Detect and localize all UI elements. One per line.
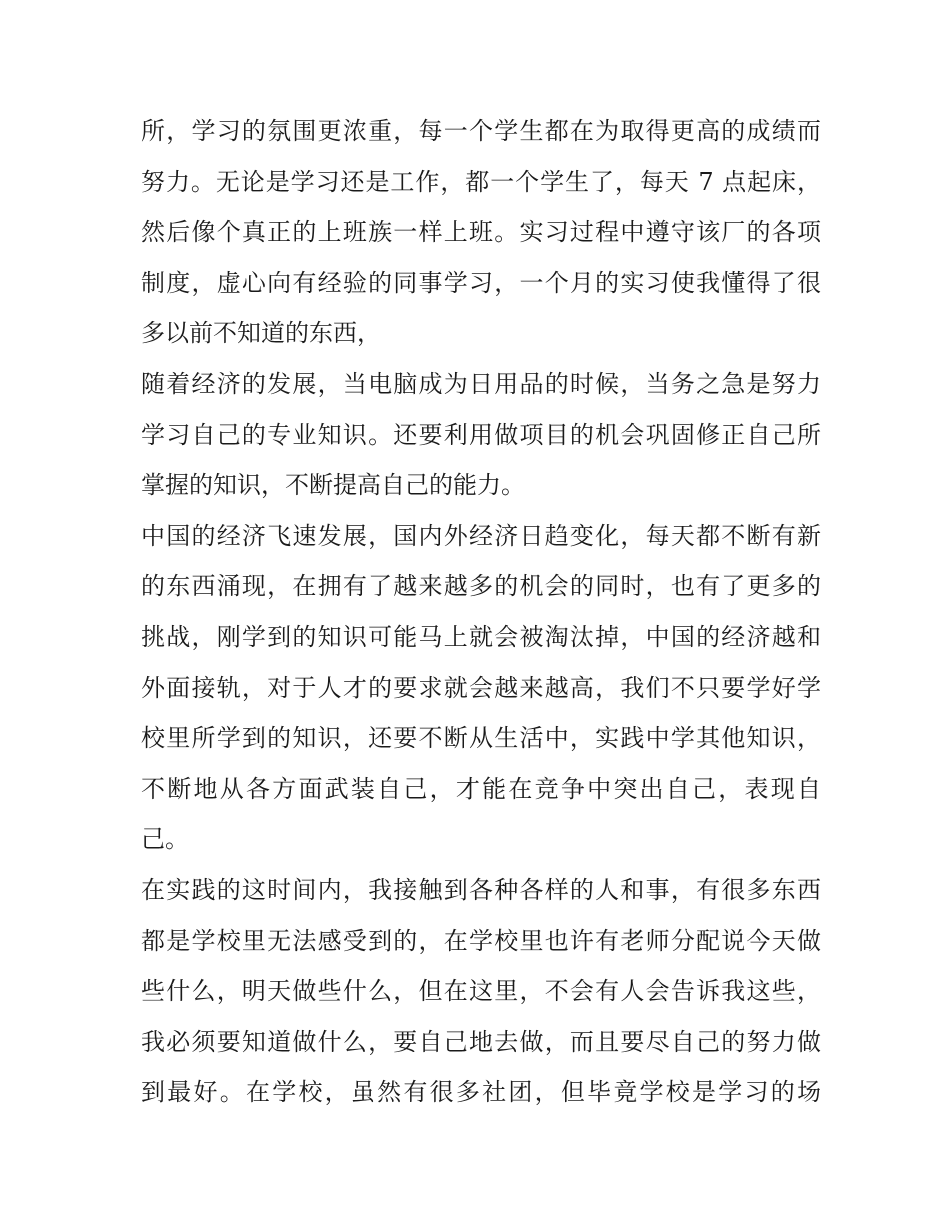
document-body <box>141 106 821 1118</box>
paragraph-1-line-3: 然后像个真正的上班族一样上班。实习过程中遵守该厂的各项 <box>141 218 821 247</box>
paragraph-4-line-4: 我必须要知道做什么，要自己地去做，而且要尽自己的努力做 <box>141 1027 821 1056</box>
paragraph-2-line-1: 随着经济的发展，当电脑成为日用品的时候，当务之急是努力 <box>141 369 821 398</box>
paragraph-2-line-3: 掌握的知识，不断提高自己的能力。 <box>141 471 525 500</box>
paragraph-3-line-1: 中国的经济飞速发展，国内外经济日趋变化，每天都不断有新 <box>141 521 821 550</box>
paragraph-3-line-5: 校里所学到的知识，还要不断从生活中，实践中学其他知识， <box>141 724 821 753</box>
paragraph-3-line-7: 己。 <box>141 825 189 854</box>
paragraph-4-line-5: 到最好。在学校，虽然有很多社团，但毕竟学校是学习的场 <box>141 1078 821 1107</box>
paragraph-4-line-3: 些什么，明天做些什么，但在这里，不会有人会告诉我这些， <box>141 977 821 1006</box>
paragraph-1-line-5: 多以前不知道的东西， <box>141 319 381 348</box>
paragraph-4-line-1: 在实践的这时间内，我接触到各种各样的人和事，有很多东西 <box>141 875 821 904</box>
paragraph-1-line-4: 制度，虚心向有经验的同事学习，一个月的实习使我懂得了很 <box>141 268 821 297</box>
paragraph-1-line-1: 所，学习的氛围更浓重，每一个学生都在为取得更高的成绩而 <box>141 117 821 145</box>
paragraph-2-line-2: 学习自己的专业知识。还要利用做项目的机会巩固修正自己所 <box>141 420 821 449</box>
paragraph-4-line-2: 都是学校里无法感受到的，在学校里也许有老师分配说今天做 <box>141 926 821 955</box>
paragraph-3-line-2: 的东西涌现，在拥有了越来越多的机会的同时，也有了更多的 <box>141 572 821 601</box>
paragraph-3-line-6: 不断地从各方面武装自己，才能在竞争中突出自己，表现自 <box>141 774 821 803</box>
paragraph-3-line-3: 挑战，刚学到的知识可能马上就会被淘汰掉，中国的经济越和 <box>141 622 821 651</box>
paragraph-1-line-2: 努力。无论是学习还是工作，都一个学生了，每天 7 点起床， <box>141 167 821 196</box>
paragraph-3-line-4: 外面接轨，对于人才的要求就会越来越高，我们不只要学好学 <box>141 673 821 702</box>
